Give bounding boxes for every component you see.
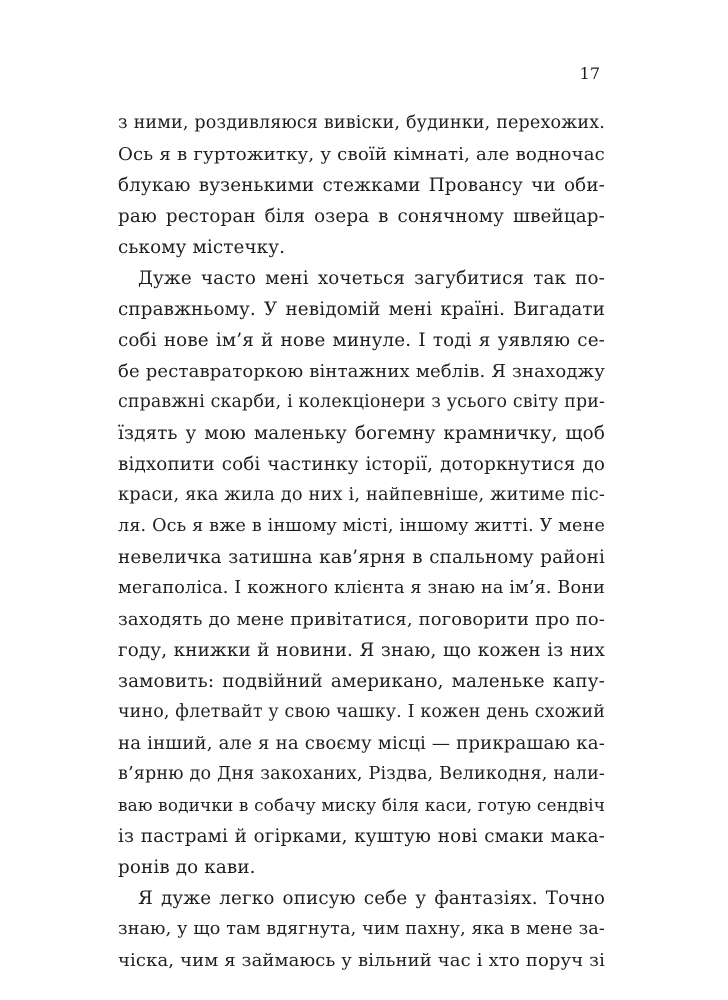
text-line: замовить: подвійний американо, маленьке капу- (118, 671, 605, 692)
paragraph (118, 263, 605, 883)
text-line: в’ярню до Дня закоханих, Різдва, Великодня, нали- (118, 764, 605, 784)
text-line: ля. Ось я вже в іншому місті, іншому житті. У мене (118, 516, 605, 536)
text-line: году, книжки й новини. Я знаю, що кожен із них (118, 640, 605, 661)
body-text (118, 108, 605, 976)
text-line: краси, яка жила до них і, найпевніше, житиме піс- (118, 485, 605, 505)
text-line: Я дуже легко описую себе у фантазіях. Точно (138, 888, 605, 909)
text-line: заходять до мене привітатися, поговорити про по- (118, 609, 605, 630)
text-line: справжні скарби, і колекціонери з усього світу при- (118, 392, 605, 412)
text-line: із пастрамі й огірками, куштую нові смаки мака- (118, 826, 605, 847)
text-line: Дуже часто мені хочеться загубитися так по- (138, 268, 605, 289)
text-line: бе реставраторкою вінтажних меблів. Я знаходжу (118, 361, 605, 382)
text-line: раю ресторан біля озера в сонячному швейцар- (118, 206, 605, 227)
text-line: з ними, роздивляюся вивіски, будинки, перехожих. (118, 113, 605, 133)
text-line: знаю, у що там вдягнута, чим пахну, яка в мене за- (118, 919, 605, 939)
text-line: ському містечку. (118, 237, 286, 258)
paragraph (118, 108, 605, 263)
text-line: справжньому. У невідомій мені країні. Вигадати (118, 299, 605, 320)
text-line: їздять у мою маленьку богемну крамничку, щоб (118, 423, 605, 444)
text-line: на інший, але я на своєму місці — прикрашаю ка- (118, 733, 605, 754)
text-line: ронів до кави. (118, 857, 256, 878)
paragraph (118, 883, 605, 976)
text-line: мегаполіса. І кожного клієнта я знаю на ім’я. Вони (118, 578, 605, 598)
text-line: ваю водички в собачу миску біля каси, готую сендвіч (118, 795, 606, 815)
text-line: чіска, чим я займаюсь у вільний час і хто поруч зі (118, 950, 605, 971)
text-line: чино, флетвайт у свою чашку. І кожен день схожий (118, 702, 605, 722)
page-number: 17 (579, 64, 600, 83)
text-line: собі нове ім’я й нове минуле. І тоді я уявляю се- (118, 330, 605, 351)
text-line: блукаю вузенькими стежками Провансу чи оби- (118, 175, 605, 196)
text-line: невеличка затишна кав’ярня в спальному районі (118, 547, 605, 568)
text-line: Ось я в гуртожитку, у своїй кімнаті, але водночас (118, 144, 605, 165)
text-line: відхопити собі частинку історії, доторкнутися до (118, 454, 605, 475)
